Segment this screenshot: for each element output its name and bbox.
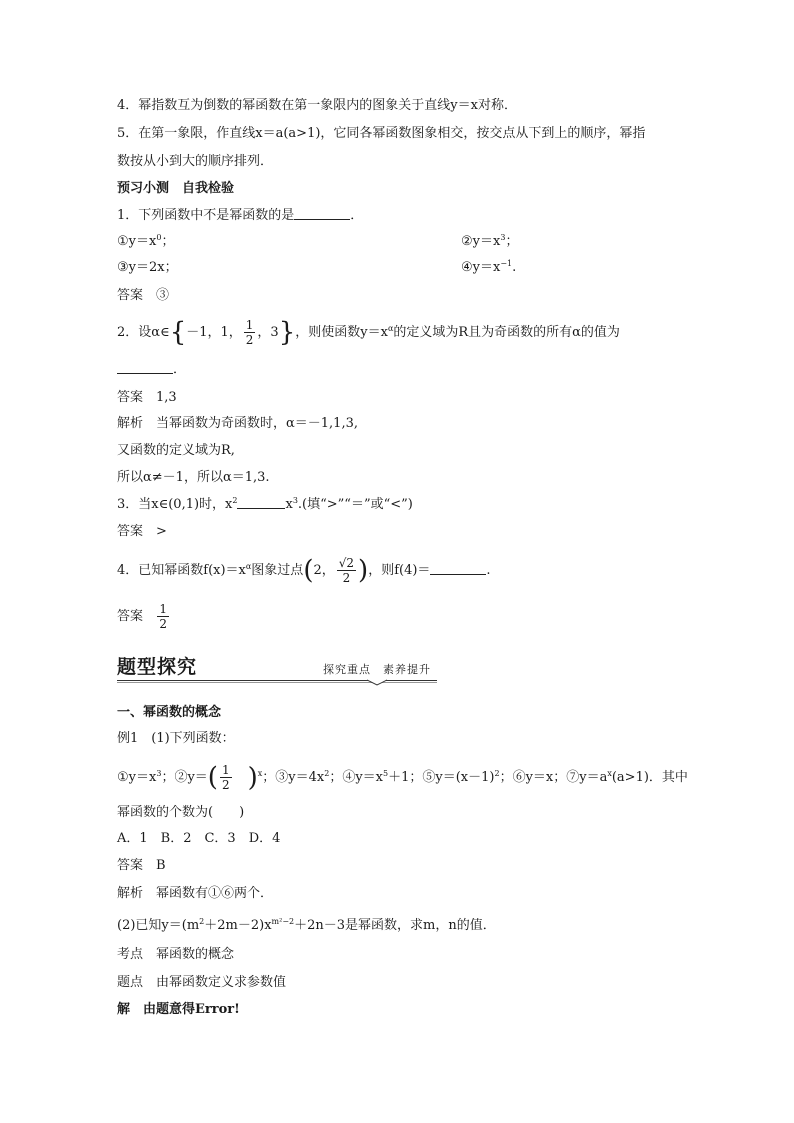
frac-den: 2 xyxy=(221,778,230,792)
fraction-sqrt2-over-2 xyxy=(337,556,356,585)
answer-blank xyxy=(237,496,285,509)
ex2-text-c: ＋2n－3是幂函数，求m，n的值． xyxy=(294,918,496,933)
ex2-text-b: ＋2m－2)x xyxy=(204,918,272,933)
q1-option-1 xyxy=(117,234,174,249)
question-2 xyxy=(117,318,620,348)
q4-point-a: 2， xyxy=(313,563,335,578)
q4-sup: α xyxy=(245,562,252,571)
frac-den: 2 xyxy=(159,617,168,631)
q3-text-c: .(填“>”“＝”或“<”) xyxy=(297,497,413,512)
q1-option-2-text: ②y＝x xyxy=(461,234,501,249)
answer-blank xyxy=(294,207,350,220)
ex1-item-3: ；③y＝4x xyxy=(262,770,325,785)
frac-num: 1 xyxy=(221,763,230,777)
q1-option-3: ③y＝2x； xyxy=(117,260,178,275)
q1-option-4-sup: −1 xyxy=(500,259,513,268)
right-paren: ) xyxy=(358,555,369,586)
tidian: 题点 由幂函数定义求参数值 xyxy=(117,975,287,990)
q2-text-c: 的定义域为R且为奇函数的所有α的值为 xyxy=(393,325,620,340)
ex1-sup: x xyxy=(257,769,263,778)
answer-4 xyxy=(117,600,171,634)
section-rule xyxy=(117,680,437,683)
rule-notch-icon xyxy=(367,676,387,686)
ex1-item-2: ；②y＝ xyxy=(161,770,208,785)
frac-num: 1 xyxy=(159,602,168,616)
question-1 xyxy=(117,206,363,226)
left-paren: ( xyxy=(207,762,218,793)
ex1-sup: 2 xyxy=(324,769,330,778)
frac-num: 1 xyxy=(245,318,254,332)
answer-3: 答案 > xyxy=(117,524,167,539)
example-1-explanation: 解析 幂函数有①⑥两个． xyxy=(117,886,274,901)
answer-1: 答案 ③ xyxy=(117,288,170,303)
line-5b: 数按从小到大的顺序排列． xyxy=(117,154,274,169)
q4-text-c: ，则f(4)＝ xyxy=(368,563,431,578)
kaodian: 考点 幂函数的概念 xyxy=(117,947,235,962)
explanation-2-line3: 所以α≠－1，所以α＝1,3. xyxy=(117,470,270,485)
concept-heading: 一、幂函数的概念 xyxy=(117,705,222,720)
fraction-half xyxy=(220,763,232,792)
q2-set-a: －1，1， xyxy=(186,325,242,340)
q1-option-1-end: ； xyxy=(161,234,175,249)
ex1-item-4: ；④y＝x xyxy=(329,770,383,785)
example-1: 例1 (1)下列函数： xyxy=(117,731,235,746)
q3-sup1: 2 xyxy=(232,496,238,505)
example-1-list xyxy=(117,762,688,794)
example-1-part2 xyxy=(117,916,496,936)
left-paren: ( xyxy=(303,555,314,586)
fraction-answer-4 xyxy=(157,602,169,631)
ex1-item-5: ＋1；⑤y＝(x－1) xyxy=(388,770,495,785)
q1-options-row1 xyxy=(117,232,519,252)
q1-option-2-end: ； xyxy=(505,234,519,249)
preview-heading: 预习小测 自我检验 xyxy=(117,181,235,196)
q3-text-b: x xyxy=(285,497,293,512)
q2-text-a: 2．设α∈ xyxy=(117,325,170,340)
right-brace: } xyxy=(278,317,296,348)
q4-end: . xyxy=(486,563,491,578)
q1-option-4-text: ④y＝x xyxy=(461,260,501,275)
left-brace: { xyxy=(169,317,187,348)
ex1-sup: 5 xyxy=(383,769,389,778)
example-1-answer: 答案 B xyxy=(117,858,166,873)
q1-option-1-text: ①y＝x xyxy=(117,234,157,249)
example-1-options: A．1 B．2 C．3 D．4 xyxy=(117,831,281,846)
q1-option-1-sup: 0 xyxy=(156,233,162,242)
ex2-text-a: (2)已知y＝(m xyxy=(117,918,200,933)
question-1-end: ． xyxy=(350,208,364,223)
ex1-item-7: (a>1)．其中 xyxy=(611,770,688,785)
frac-den: 2 xyxy=(342,571,351,585)
question-2-blank-line xyxy=(117,360,186,380)
q2-end: ． xyxy=(173,362,187,377)
ex1-sup: x xyxy=(607,769,612,778)
section-subtitle: 探究重点 素养提升 xyxy=(323,663,431,676)
q2-text-b: ，则使函数y＝x xyxy=(295,325,388,340)
fraction-half xyxy=(244,318,256,347)
q4-text-a: 4．已知幂函数f(x)＝x xyxy=(117,563,246,578)
ex1-item-1: ①y＝x xyxy=(117,770,157,785)
question-4 xyxy=(117,556,491,586)
q1-options-row2 xyxy=(117,258,517,278)
q1-option-2-sup: 3 xyxy=(500,233,506,242)
q1-option-2 xyxy=(461,232,518,252)
q4-text-b: 图象过点 xyxy=(251,563,304,578)
right-paren: ) xyxy=(247,762,258,793)
q2-sup: α xyxy=(387,324,394,333)
q3-text-a: 3．当x∈(0,1)时，x xyxy=(117,497,233,512)
explanation-2-line1: 解析 当幂函数为奇函数时，α＝－1,1,3, xyxy=(117,416,358,431)
ex2-sup-exp: m²−2 xyxy=(271,917,295,926)
answer-4-label: 答案 xyxy=(117,609,144,624)
explanation-2-line2: 又函数的定义域为R, xyxy=(117,443,235,458)
q1-option-4 xyxy=(461,258,516,278)
ex2-sup: 2 xyxy=(199,917,205,926)
q1-option-4-end: . xyxy=(512,260,517,275)
ex1-sup: 2 xyxy=(494,769,500,778)
answer-2: 答案 1,3 xyxy=(117,390,177,405)
frac-num: √2 xyxy=(338,556,355,570)
example-1-count: 幂函数的个数为( ) xyxy=(117,805,245,820)
q3-sup2: 3 xyxy=(292,496,298,505)
q2-set-b: ，3 xyxy=(257,325,279,340)
line-4: 4．幂指数互为倒数的幂函数在第一象限内的图象关于直线y＝x对称． xyxy=(117,98,517,113)
ex1-sup: 3 xyxy=(156,769,162,778)
question-1-text: 1．下列函数中不是幂函数的是 xyxy=(117,208,295,223)
answer-blank xyxy=(117,361,173,374)
line-5a: 5．在第一象限，作直线x＝a(a>1)，它同各幂函数图象相交，按交点从下到上的顺序，幂指 xyxy=(117,126,646,141)
section-title: 题型探究 xyxy=(117,656,198,678)
solution: 解 由题意得Error! xyxy=(117,1002,240,1017)
question-3 xyxy=(117,495,413,515)
ex1-item-6: ；⑥y＝x；⑦y＝a xyxy=(499,770,608,785)
frac-den: 2 xyxy=(245,333,254,347)
answer-blank xyxy=(430,562,486,575)
